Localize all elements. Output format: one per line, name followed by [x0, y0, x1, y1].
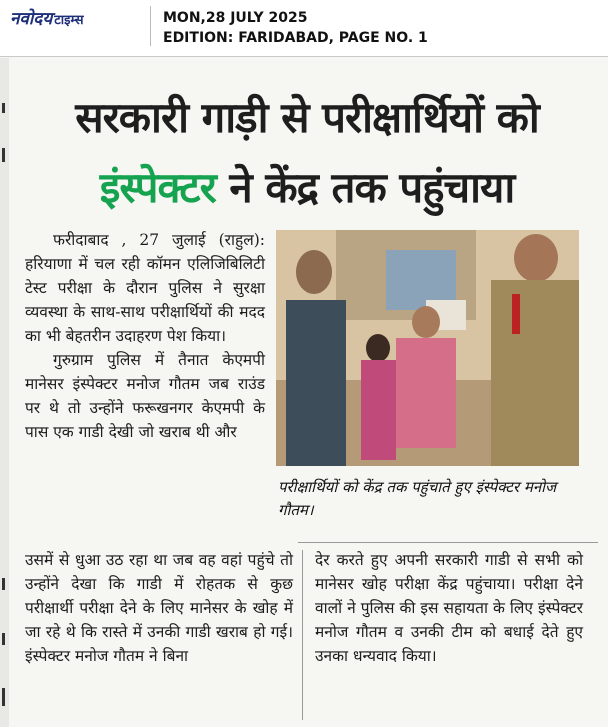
margin-mark — [2, 103, 5, 113]
logo-text: नवोदय — [10, 9, 53, 29]
headline-highlight: इंस्पेक्टर — [99, 163, 216, 212]
headline-line-1: सरकारी गाड़ी से परीक्षार्थियों को — [75, 93, 539, 142]
headline-line-2 — [12, 158, 602, 215]
photo-caption: परीक्षार्थियों को केंद्र तक पहुंचाते हुए इंस्पेक्टर मनोज गौतम। — [278, 478, 557, 519]
newspaper-logo — [10, 6, 84, 29]
article-column-3: देर करते हुए अपनी सरकारी गाडी से सभी को मानेसर खोह परीक्षा केंद्र पहुंचाया। परीक्षा देने वालों ने पुलिस की इस सहायता के लिए इंस्पेक्टर मनोज गौतम व उनकी टीम को बधाई देते हुए उनका धन्यवाद किया। — [315, 551, 583, 665]
margin-mark — [2, 633, 5, 645]
article-column-1 — [25, 228, 265, 444]
logo-small-text: टाइम्स — [54, 13, 84, 28]
margin-mark — [2, 148, 5, 162]
article-paragraph-1: फरीदाबाद , 27 जुलाई (राहुल): हरियाणा में चल रही कॉमन एलिजिबिलिटी टेस्ट परीक्षा के दौरान पुलिस ने सुरक्षा व्यवस्था के साथ-साथ परीक्षार्थियों की मदद का भी बेहतरीन उदाहरण पेश किया। — [25, 231, 265, 345]
left-margin-strip — [0, 58, 9, 727]
masthead-separator — [150, 6, 151, 46]
margin-mark — [2, 688, 5, 706]
column-divider-vertical — [302, 550, 303, 720]
photo-illustration — [276, 230, 579, 466]
headline-rest: ने केंद्र तक पहुंचाया — [215, 163, 515, 212]
edition-date: MON,28 JULY 2025 — [163, 10, 308, 26]
masthead — [0, 0, 608, 57]
margin-mark — [2, 578, 5, 590]
edition-info — [163, 8, 428, 48]
edition-page: EDITION: FARIDABAD, PAGE NO. 1 — [163, 30, 428, 46]
column-divider-horizontal — [298, 542, 598, 543]
article-column-2: उसमें से धुआ उठ रहा था जब वह वहां पहुंचे तो उन्होंने देखा कि गाडी में रोहतक से कुछ परीक्षार्थी परीक्षा देने के लिए मानेसर के खोह में जा रहे थे कि रास्ते में उनकी गाडी खराब हो गई। इंस्पेक्टर मनोज गौतम ने बिना — [25, 551, 293, 665]
news-photo — [276, 230, 579, 466]
article-paragraph-2: गुरुग्राम पुलिस में तैनात केएमपी मानेसर इंस्पेक्टर मनोज गौतम जब राउंड पर थे तो उन्होंने फरूखनगर केएमपी के पास एक गाडी देखी जो खराब थी और — [25, 351, 265, 441]
